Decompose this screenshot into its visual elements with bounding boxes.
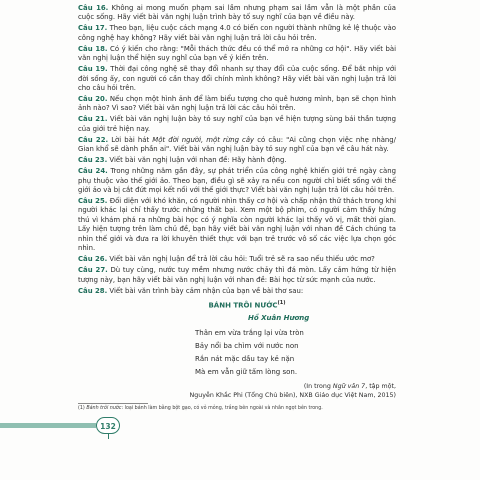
question-number: Câu 16.: [78, 4, 109, 12]
question-number: Câu 18.: [78, 44, 108, 53]
poem-source-line-1: [78, 382, 396, 391]
song-title: Một đời người, một rừng cây: [152, 135, 255, 144]
question-21: [78, 115, 396, 134]
question-16: [78, 4, 396, 23]
poem-author: Hồ Xuân Hương: [248, 313, 310, 322]
poem-title-text: BÁNH TRÔI NƯỚC: [208, 301, 278, 310]
poem-title: [78, 299, 396, 311]
question-text: Viết bài văn nghị luận với nhan đề: Hãy hành động.: [109, 156, 287, 165]
question-22: [78, 136, 396, 155]
question-number: Câu 23.: [78, 156, 108, 165]
question-number: Câu 21.: [78, 115, 108, 124]
source-book-title: Ngữ văn 7: [332, 383, 366, 391]
question-25: [78, 197, 396, 253]
question-text: Viết bài văn trình bày cảm nhận của bạn về bài thơ sau:: [109, 286, 304, 295]
question-number: Câu 27.: [78, 266, 108, 275]
question-number: Câu 20.: [78, 95, 108, 104]
poem-line: Mà em vẫn giữ tấm lòng son.: [195, 368, 298, 377]
poem-line: Thân em vừa trắng lại vừa tròn: [195, 329, 304, 338]
question-20: [78, 95, 396, 114]
question-number: Câu 26.: [78, 255, 108, 264]
footnote-divider: [78, 403, 148, 404]
question-text: Nếu chọn một hình ảnh để làm biểu tượng cho quê hương mình, bạn sẽ chọn hình ảnh nào? Vì sao? Viết bài văn nghị luận trả lời các câu hỏi trên.: [78, 95, 396, 113]
footnote: [78, 406, 396, 412]
poem-line: Rắn nát mặc dầu tay kẻ nặn: [195, 355, 295, 364]
question-text-cont: có câu: "Ai cũng chọn việc nhẹ nhàng/ Gian khổ sẽ dành phần ai". Viết bài văn nghị luận bày tỏ suy nghĩ của bạn về câu hát này.: [78, 135, 396, 154]
question-text: Có ý kiến cho rằng: "Mỗi thách thức đều có thể mở ra những cơ hội". Hãy viết bài văn nghị luận thể hiện suy nghĩ của bạn về ý kiến trên.: [78, 44, 396, 63]
question-text: Lời bài hát: [111, 135, 153, 144]
page-number: 132: [100, 422, 116, 431]
poem-source-line-2: Nguyễn Khắc Phi (Tổng Chủ biên), NXB Giáo dục Việt Nam, 2015): [189, 392, 396, 400]
question-number: Câu 25.: [78, 197, 108, 206]
footnote-marker: (1): [78, 406, 85, 411]
question-number: Câu 17.: [78, 24, 108, 33]
question-text: Thời đại công nghệ sẽ thay đổi nhanh sự thay đổi của cuộc sống. Để bắt nhịp với đời sống ấy, con người có cần thay đổi chính mình không? Hãy viết bài văn nghị luận trả lời cho câu hỏi trên.: [78, 65, 396, 93]
question-18: [78, 45, 396, 64]
question-text: Viết bài văn nghị luận để trả lời câu hỏi: Tuổi trẻ sẽ ra sao nếu thiếu ước mơ?: [109, 255, 375, 264]
question-number: Câu 19.: [78, 65, 108, 74]
poem-line: Bảy nổi ba chìm với nước non: [195, 342, 299, 351]
source-text-cont: , tập một,: [365, 383, 396, 391]
question-24: [78, 167, 396, 195]
poem-block: [78, 299, 396, 400]
question-17: [78, 24, 396, 43]
question-number: Câu 24.: [78, 167, 108, 176]
question-number: Câu 28.: [78, 286, 108, 295]
question-19: [78, 65, 396, 93]
footnote-text: : loại bánh làm bằng bột gạo, có vỏ mỏng, trắng bên ngoài và nhân ngọt bên trong.: [121, 406, 323, 411]
question-text: Đối diện với khó khăn, có người nhìn thấy cơ hội và chấp nhận thử thách trong khi người khác lại chỉ thấy trước những thất bại. Xem một bộ phim, có người cảm thấy hứng thú vì khám phá ra những bài học có ý nghĩa còn người khác lại thấy vô vị, mất thời gian. Lấy hiện tượng trên làm chủ đề, bạn hãy viết bài văn nghị luận với nhan đề Cách chúng ta nhìn thế giới và đưa ra lời khuyên thiết thực với bạn trẻ trước vô số các việc lựa chọn góc nhìn.: [78, 197, 396, 253]
question-28: [78, 287, 396, 296]
question-list: [78, 4, 396, 400]
footnote-ref: (1): [277, 299, 286, 306]
question-26: [78, 255, 396, 264]
question-text: Viết bài văn nghị luận bày tỏ suy nghĩ của bạn về hiện tượng sùng bái thần tượng của giới trẻ hiện nay.: [78, 115, 397, 133]
question-number: Câu 22.: [78, 135, 109, 144]
page-footer-bar: [0, 423, 96, 428]
question-text: Theo bạn, liệu cuộc cách mạng 4.0 có biến con người thành những kẻ lệ thuộc vào công nghệ hay không? Hãy viết bài văn nghị luận trả lời câu hỏi trên.: [78, 24, 396, 42]
source-text: (In trong: [303, 383, 333, 391]
poem-source: [78, 382, 396, 400]
question-text: Dù tuy cùng, nước tuy mềm nhưng nước chảy thì đá mòn. Lấy cảm hứng từ hiện tượng này, bạn hãy viết bài văn nghị luận với nhan đề: Bài học từ sức mạnh của nước.: [78, 266, 396, 284]
question-27: [78, 266, 396, 285]
footnote-term: Bánh trôi nước: [86, 406, 122, 411]
page-number-badge: [96, 417, 120, 434]
question-text: Trong những năm gần đây, sự phát triển của công nghệ khiến giới trẻ ngày càng phụ thuộc vào thế giới ảo. Theo bạn, điều gì sẽ xảy ra nếu con người chỉ biết sống với thế giới ảo và bị cắt đứt mọi kết nối với thế giới thực? Viết bài văn nghị luận trả lời câu hỏi trên.: [78, 167, 396, 195]
question-text: Không ai mong muốn phạm sai lầm nhưng phạm sai lầm vẫn là một phần của cuộc sống. Hãy viết bài văn nghị luận trình bày tố suy nghĩ của bạn về điều này.: [78, 4, 396, 22]
page-badge-tail: [108, 433, 109, 439]
question-23: [78, 156, 396, 165]
